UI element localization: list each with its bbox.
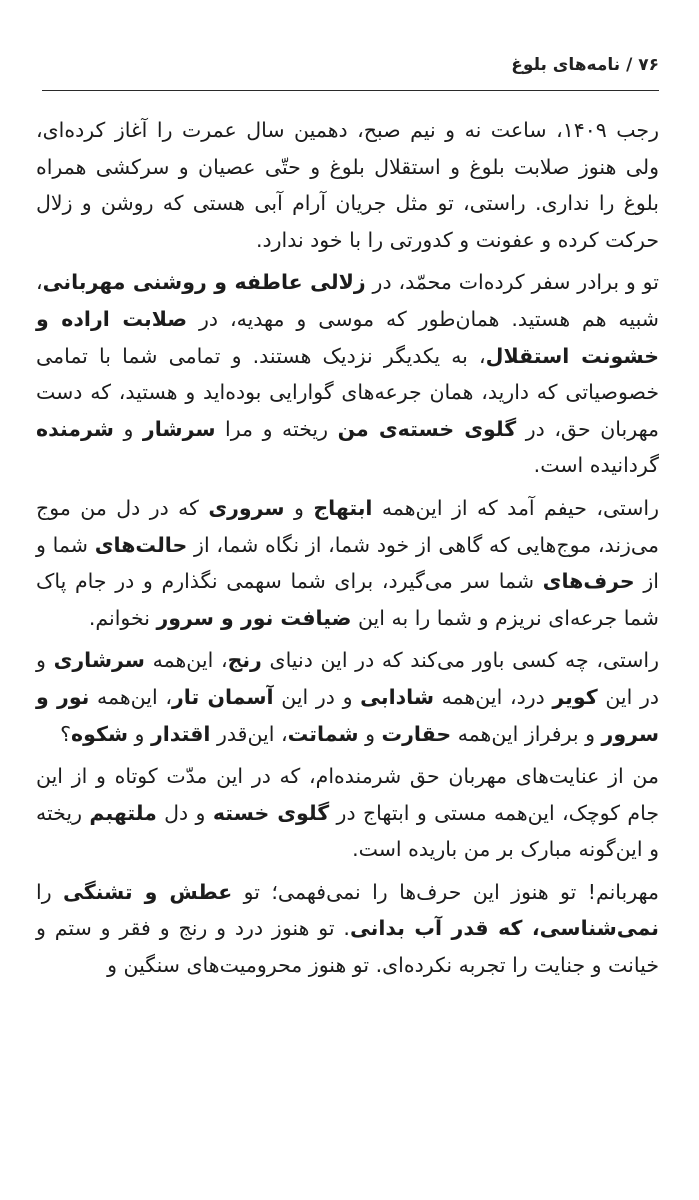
bold-phrase: سرشار — [142, 416, 216, 441]
page-number: ۷۶ — [638, 55, 659, 75]
text-run: و — [358, 721, 382, 746]
text-run: گردانیده است. — [533, 453, 659, 478]
text-run: رجب ۱۴۰۹، ساعت نه و نیم صبح، دهمین سال عمرت را آغاز کرده‌ای، ولی هنوز صلابت بلوغ و استقلال بلوغ و حتّی عصیان و سرکشی همراه بلوغ را نداری. راستی، تو مثل جریان آرام آبی هستی که روشن و زلال حرکت کرده و عفونت و کدورتی را با خود ندارد. — [36, 118, 660, 252]
text-run: تو و برادر سفر کرده‌ات محمّد، در — [365, 270, 659, 295]
page-header — [40, 55, 659, 85]
bold-phrase: کویر — [552, 684, 598, 709]
paragraph-4 — [36, 642, 659, 752]
bold-phrase: شماتت — [287, 721, 359, 746]
running-header — [511, 55, 659, 75]
text-run: ، این‌قدر — [210, 721, 288, 746]
bold-phrase: شرمنده — [36, 416, 114, 441]
text-run: نخوانم. — [88, 605, 157, 630]
text-run: که در دل من موج می‌زند، موج‌هایی که گاهی از خود شما، از نگاه شما، از — [36, 495, 659, 557]
header-separator: / — [626, 55, 633, 75]
paragraph-1 — [36, 112, 659, 258]
text-run: شما و از — [36, 532, 659, 594]
text-run: ، این‌همه — [144, 648, 228, 673]
page-body — [36, 112, 659, 990]
header-rule — [42, 90, 659, 91]
text-run: و — [284, 495, 314, 520]
bold-phrase: شادابی — [360, 684, 434, 709]
text-run: ریخته و این‌گونه مبارک بر من باریده است. — [36, 800, 659, 862]
text-run: مهربانم! تو هنوز این حرف‌ها را نمی‌فهمی؛ تو — [232, 879, 659, 904]
bold-phrase: ضیافت نور و سرور — [156, 605, 352, 630]
text-run: و — [113, 416, 143, 441]
text-run: و در این — [36, 648, 660, 709]
text-run: و در این — [273, 684, 361, 709]
bold-phrase: نور و سرور — [36, 684, 659, 746]
paragraph-3 — [36, 490, 659, 636]
text-run: ، به یکدیگر نزدیک هستند. و تمامی شما با تمامی خصوصیاتی که دارید، همان جرعه‌های گوارایی بوده‌اید و هستید، که دست مهربان حق، در — [36, 343, 659, 441]
bold-phrase: آسمان تار — [171, 684, 274, 709]
text-run: راستی، چه کسی باور می‌کند که در این دنیای — [261, 648, 659, 673]
paragraph-6 — [36, 874, 659, 984]
text-run: . تو هنوز درد و رنج و فقر و ستم و خیانت و جنایت را تجربه نکرده‌ای. تو هنوز محرومیت‌های سنگین و — [36, 916, 659, 978]
bold-phrase: رنج — [227, 648, 262, 673]
text-run: ، شبیه هم هستید. همان‌طور که موسی و مهدیه، در — [36, 270, 659, 331]
bold-phrase: سروری — [208, 495, 285, 520]
bold-phrase: حرف‌های — [542, 569, 635, 594]
text-run: ؟ — [60, 721, 71, 746]
text-run: شما سر می‌گیرد، برای شما سهمی نگذارم و در جام پاک شما جرعه‌ای نریزم و شما را به این — [36, 569, 659, 630]
bold-phrase: اقتدار — [150, 721, 211, 746]
bold-phrase: صلابت اراده و خشونت استقلال — [36, 306, 659, 368]
text-run: راستی، حیفم آمد که از این‌همه — [372, 495, 660, 520]
paragraph-2 — [36, 264, 659, 484]
book-title: نامه‌های بلوغ — [511, 55, 621, 75]
bold-phrase: زلالی عاطفه و روشنی مهربانی — [42, 270, 366, 295]
bold-phrase: نمی‌شناسی، که قدر آب بدانی — [349, 916, 659, 941]
text-run: من از عنایت‌های مهربان حق شرمنده‌ام، که در این مدّت کوتاه و از این جام کوچک، این‌همه مستی و ابتهاج در — [36, 764, 659, 825]
bold-phrase: سرشاری — [53, 648, 145, 673]
text-run: ، این‌همه — [89, 684, 172, 709]
paragraph-5 — [36, 758, 659, 868]
bold-phrase: ابتهاج — [313, 495, 373, 520]
text-run: ریخته و مرا — [215, 416, 338, 441]
text-run: درد، این‌همه — [434, 684, 553, 709]
bold-phrase: گلوی خسته — [212, 800, 330, 825]
text-run: و — [128, 721, 151, 746]
bold-phrase: شکوه — [70, 721, 129, 746]
bold-phrase: حقارت — [381, 721, 452, 746]
text-run: و برفراز این‌همه — [451, 721, 602, 746]
bold-phrase: ملتهبم — [89, 800, 157, 825]
text-run: را — [36, 879, 63, 904]
bold-phrase: عطش و تشنگی — [62, 879, 233, 904]
bold-phrase: گلوی خسته‌ی من — [337, 416, 517, 441]
bold-phrase: حالت‌های — [94, 532, 188, 557]
text-run: و دل — [156, 800, 213, 825]
